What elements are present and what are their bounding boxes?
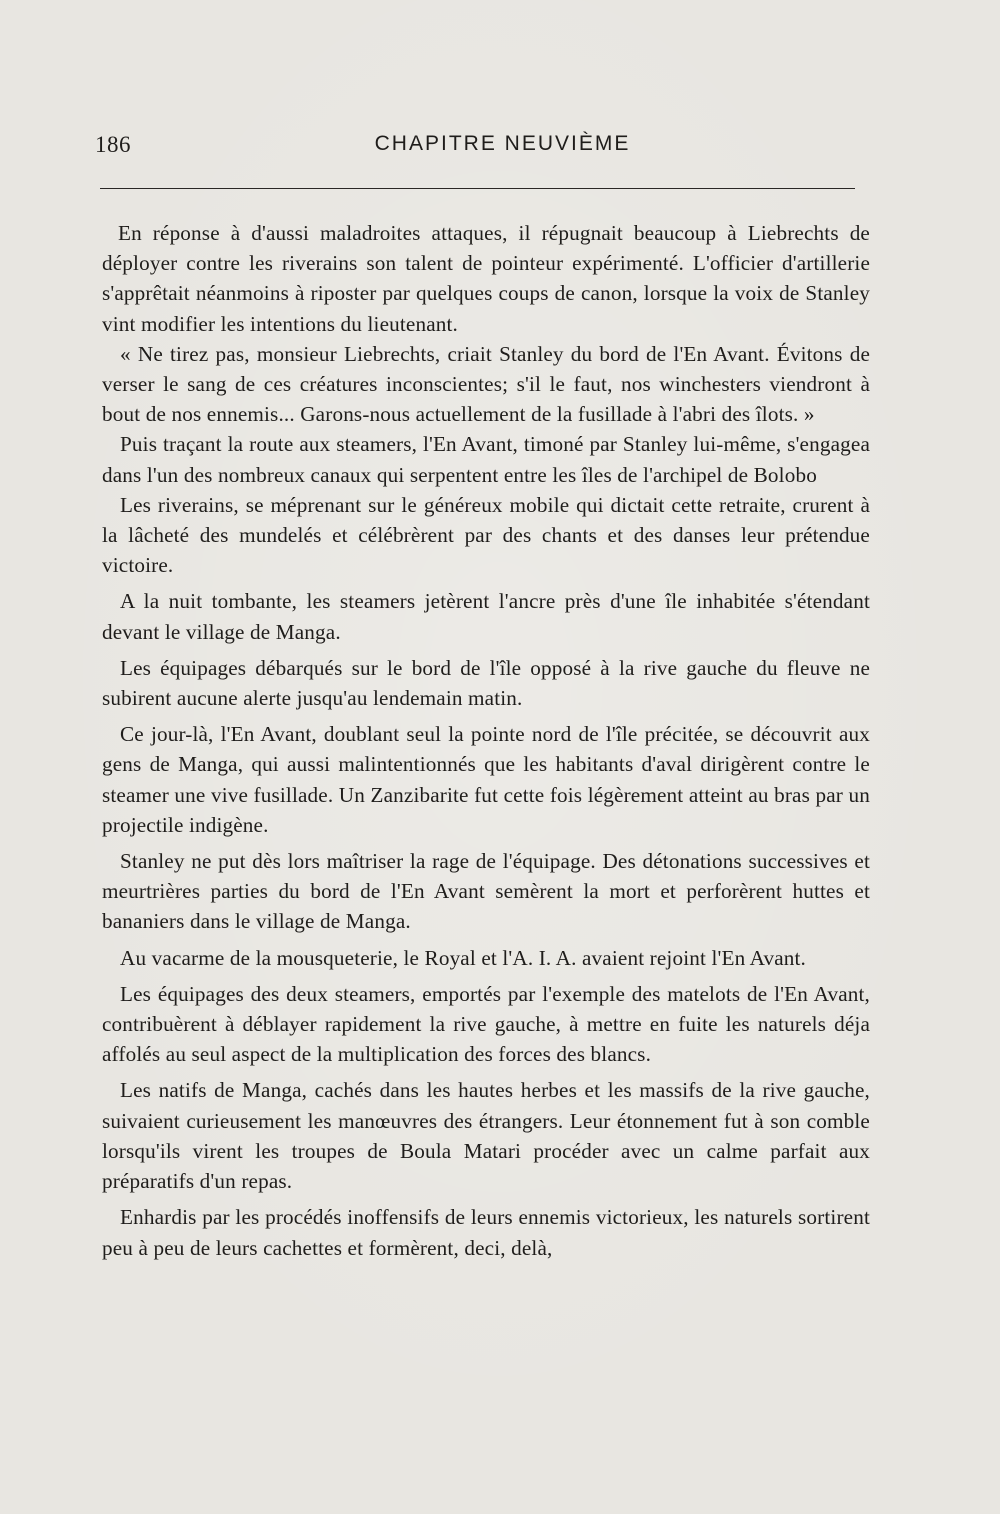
- page-header: [95, 132, 870, 166]
- paragraph: Puis traçant la route aux steamers, l'En Avant, timoné par Stanley lui-même, s'engagea dans l'un des nombreux canaux qui serpentent entre les îles de l'archipel de Bolobo: [102, 432, 870, 487]
- header-rule: [100, 188, 855, 189]
- paragraph: Les équipages des deux steamers, emportés par l'exemple des matelots de l'En Avant, contribuèrent à déblayer rapidement la rive gauche, à mettre en fuite les naturels déja affolés au seul aspect de la multiplication des forces des blancs.: [102, 981, 870, 1067]
- paragraph: Les riverains, se méprenant sur le généreux mobile qui dictait cette retraite, crurent à la lâcheté des mundelés et célébrèrent par des chants et des danses leur prétendue victoire.: [102, 492, 870, 578]
- page-number: 186: [95, 132, 131, 157]
- paragraph: Ce jour-là, l'En Avant, doublant seul la pointe nord de l'île précitée, se découvrit aux gens de Manga, qui aussi malintentionnés que les habitants d'aval dirigèrent contre le steamer une vive fusillade. Un Zanzibarite fut cette fois légèrement atteint au bras par un projectile indigène.: [102, 722, 870, 837]
- paragraph: Stanley ne put dès lors maîtriser la rage de l'équipage. Des détonations successives et meurtrières parties du bord de l'En Avant semèrent la mort et perforèrent huttes et bananiers dans le village de Manga.: [102, 849, 870, 934]
- paragraph: Les natifs de Manga, cachés dans les hautes herbes et les massifs de la rive gauche, suivaient curieusement les manœuvres des étrangers. Leur étonnement fut à son comble lorsqu'ils virent les troupes de Boula Matari procéder avec un calme parfait aux préparatifs d'un repas.: [102, 1078, 870, 1194]
- body-text: [102, 218, 870, 1263]
- running-title: CHAPITRE NEUVIÈME: [374, 132, 631, 155]
- paragraph: Au vacarme de la mousqueterie, le Royal et l'A. I. A. avaient rejoint l'En Avant.: [120, 945, 806, 970]
- paragraph: En réponse à d'aussi maladroites attaques, il répugnait beaucoup à Liebrechts de déployer contre les riverains son talent de pointeur expérimenté. L'officier d'artillerie s'apprêtait néanmoins à riposter par quelques coups de canon, lorsque la voix de Stanley vint modifier les intentions du lieutenant.: [102, 221, 870, 336]
- paragraph: « Ne tirez pas, monsieur Liebrechts, criait Stanley du bord de l'En Avant. Évitons de verser le sang de ces créatures inconscientes; s'il le faut, nos winchesters viendront à bout de nos ennemis... Garons-nous actuellement de la fusillade à l'abri des îlots. »: [102, 341, 870, 427]
- paragraph: Les équipages débarqués sur le bord de l'île opposé à la rive gauche du fleuve ne subirent aucune alerte jusqu'au lendemain matin.: [102, 655, 870, 711]
- paragraph: A la nuit tombante, les steamers jetèrent l'ancre près d'une île inhabitée s'étendant devant le village de Manga.: [102, 589, 870, 644]
- paragraph: Enhardis par les procédés inoffensifs de leurs ennemis victorieux, les naturels sortirent peu à peu de leurs cachettes et formèrent, deci, delà,: [102, 1205, 870, 1260]
